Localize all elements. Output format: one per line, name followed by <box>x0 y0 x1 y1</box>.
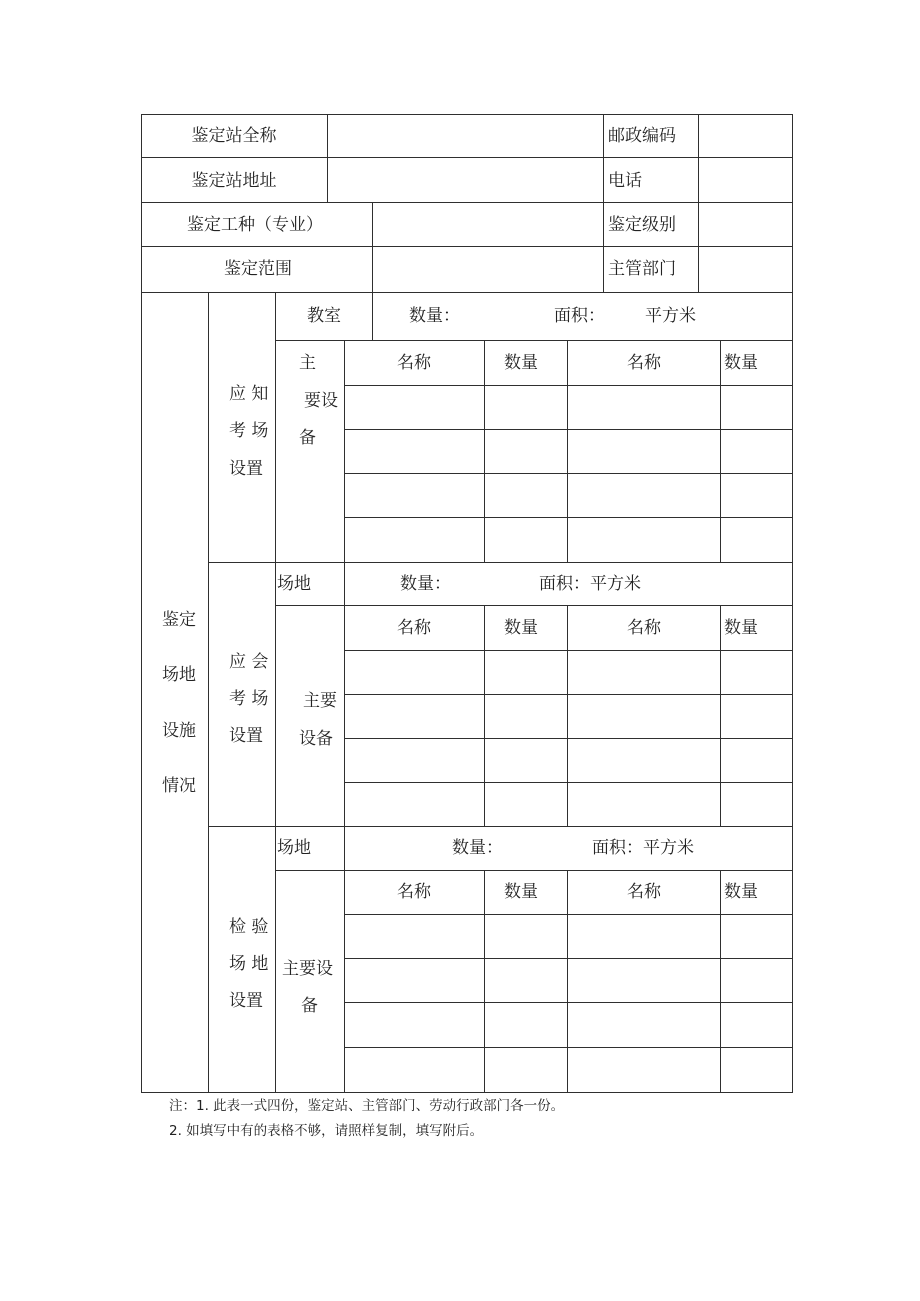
rule <box>345 473 793 474</box>
rule <box>141 157 793 158</box>
rule <box>484 340 485 562</box>
room-label: 教室 <box>307 306 341 326</box>
rule <box>276 605 793 606</box>
rule <box>345 517 793 518</box>
rule <box>345 958 793 959</box>
rule <box>345 782 793 783</box>
note-line-1: 注：1. 此表一式四份，鉴定站、主管部门、劳动行政部门各一份。 <box>169 1098 565 1114</box>
col-header-name: 名称 <box>627 618 661 638</box>
postcode-label: 邮政编码 <box>608 126 676 146</box>
rule <box>345 429 793 430</box>
facilities-label-line: 场地 <box>162 665 196 685</box>
rule <box>567 870 568 1093</box>
rule <box>141 292 793 293</box>
rule <box>567 605 568 826</box>
rule <box>720 605 721 826</box>
trade-label: 鉴定工种（专业） <box>187 215 323 235</box>
col-header-qty: 数量 <box>724 882 758 902</box>
rule <box>276 870 793 871</box>
scope-label: 鉴定范围 <box>224 259 292 279</box>
site-area-label: 面积：平方米 <box>592 838 694 858</box>
rule <box>345 1047 793 1048</box>
facilities-label-line: 情况 <box>162 776 196 796</box>
col-header-qty: 数量 <box>504 618 538 638</box>
skill-label-line: 考 场 <box>229 689 269 709</box>
rule <box>345 694 793 695</box>
rule <box>345 738 793 739</box>
col-header-qty: 数量 <box>504 882 538 902</box>
skill-label-line: 应 会 <box>229 652 269 672</box>
room-area-unit: 平方米 <box>645 306 696 326</box>
rule <box>345 914 793 915</box>
equipment-label-line: 要设 <box>304 391 338 411</box>
equipment-label-line: 备 <box>301 996 318 1016</box>
col-header-name: 名称 <box>627 353 661 373</box>
level-label: 鉴定级别 <box>608 215 676 235</box>
col-header-name: 名称 <box>627 882 661 902</box>
station-address-label: 鉴定站地址 <box>191 171 277 191</box>
knowledge-label-line: 应 知 <box>229 384 269 404</box>
rule <box>372 202 373 340</box>
rule <box>141 114 142 1093</box>
rule <box>141 114 793 115</box>
equipment-label-line: 主要设 <box>282 959 333 979</box>
knowledge-label-line: 考 场 <box>229 421 269 441</box>
col-header-name: 名称 <box>397 882 431 902</box>
equipment-label-line: 主 <box>299 353 316 373</box>
inspection-label-line: 检 验 <box>229 917 269 937</box>
rule <box>208 292 209 1093</box>
col-header-name: 名称 <box>397 353 431 373</box>
room-count-label: 数量： <box>409 306 460 326</box>
rule <box>141 246 793 247</box>
station-name-label: 鉴定站全称 <box>191 126 277 146</box>
site-count-label: 数量： <box>452 838 503 858</box>
rule <box>698 114 699 292</box>
col-header-name: 名称 <box>397 618 431 638</box>
rule <box>208 826 793 827</box>
rule <box>276 340 793 341</box>
rule <box>720 870 721 1093</box>
room-area-label: 面积： <box>554 306 605 326</box>
rule <box>720 340 721 562</box>
knowledge-label-line: 设置 <box>229 459 263 479</box>
facilities-label-line: 鉴定 <box>162 610 196 630</box>
rule <box>484 605 485 826</box>
site-label: 场地 <box>277 574 311 594</box>
site-area-label: 面积：平方米 <box>539 574 641 594</box>
col-header-qty: 数量 <box>504 353 538 373</box>
site-count-label: 数量： <box>400 574 451 594</box>
rule <box>275 292 276 1093</box>
rule <box>484 870 485 1093</box>
dept-label: 主管部门 <box>608 259 676 279</box>
rule <box>792 114 793 1093</box>
rule <box>344 340 345 1093</box>
site-label: 场地 <box>277 838 311 858</box>
rule <box>345 650 793 651</box>
rule <box>345 1002 793 1003</box>
note-line-2: 2. 如填写中有的表格不够，请照样复制，填写附后。 <box>169 1123 484 1139</box>
equipment-label-line: 主要 <box>303 691 337 711</box>
skill-label-line: 设置 <box>229 726 263 746</box>
rule <box>208 562 793 563</box>
rule <box>345 385 793 386</box>
col-header-qty: 数量 <box>724 618 758 638</box>
inspection-label-line: 设置 <box>229 991 263 1011</box>
rule <box>327 114 328 202</box>
inspection-label-line: 场 地 <box>229 954 269 974</box>
equipment-label-line: 设备 <box>299 729 333 749</box>
facilities-label-line: 设施 <box>162 721 196 741</box>
rule <box>567 340 568 562</box>
phone-label: 电话 <box>608 171 642 191</box>
equipment-label-line: 备 <box>299 428 316 448</box>
rule <box>141 1092 793 1093</box>
rule <box>603 114 604 292</box>
col-header-qty: 数量 <box>724 353 758 373</box>
rule <box>141 202 793 203</box>
